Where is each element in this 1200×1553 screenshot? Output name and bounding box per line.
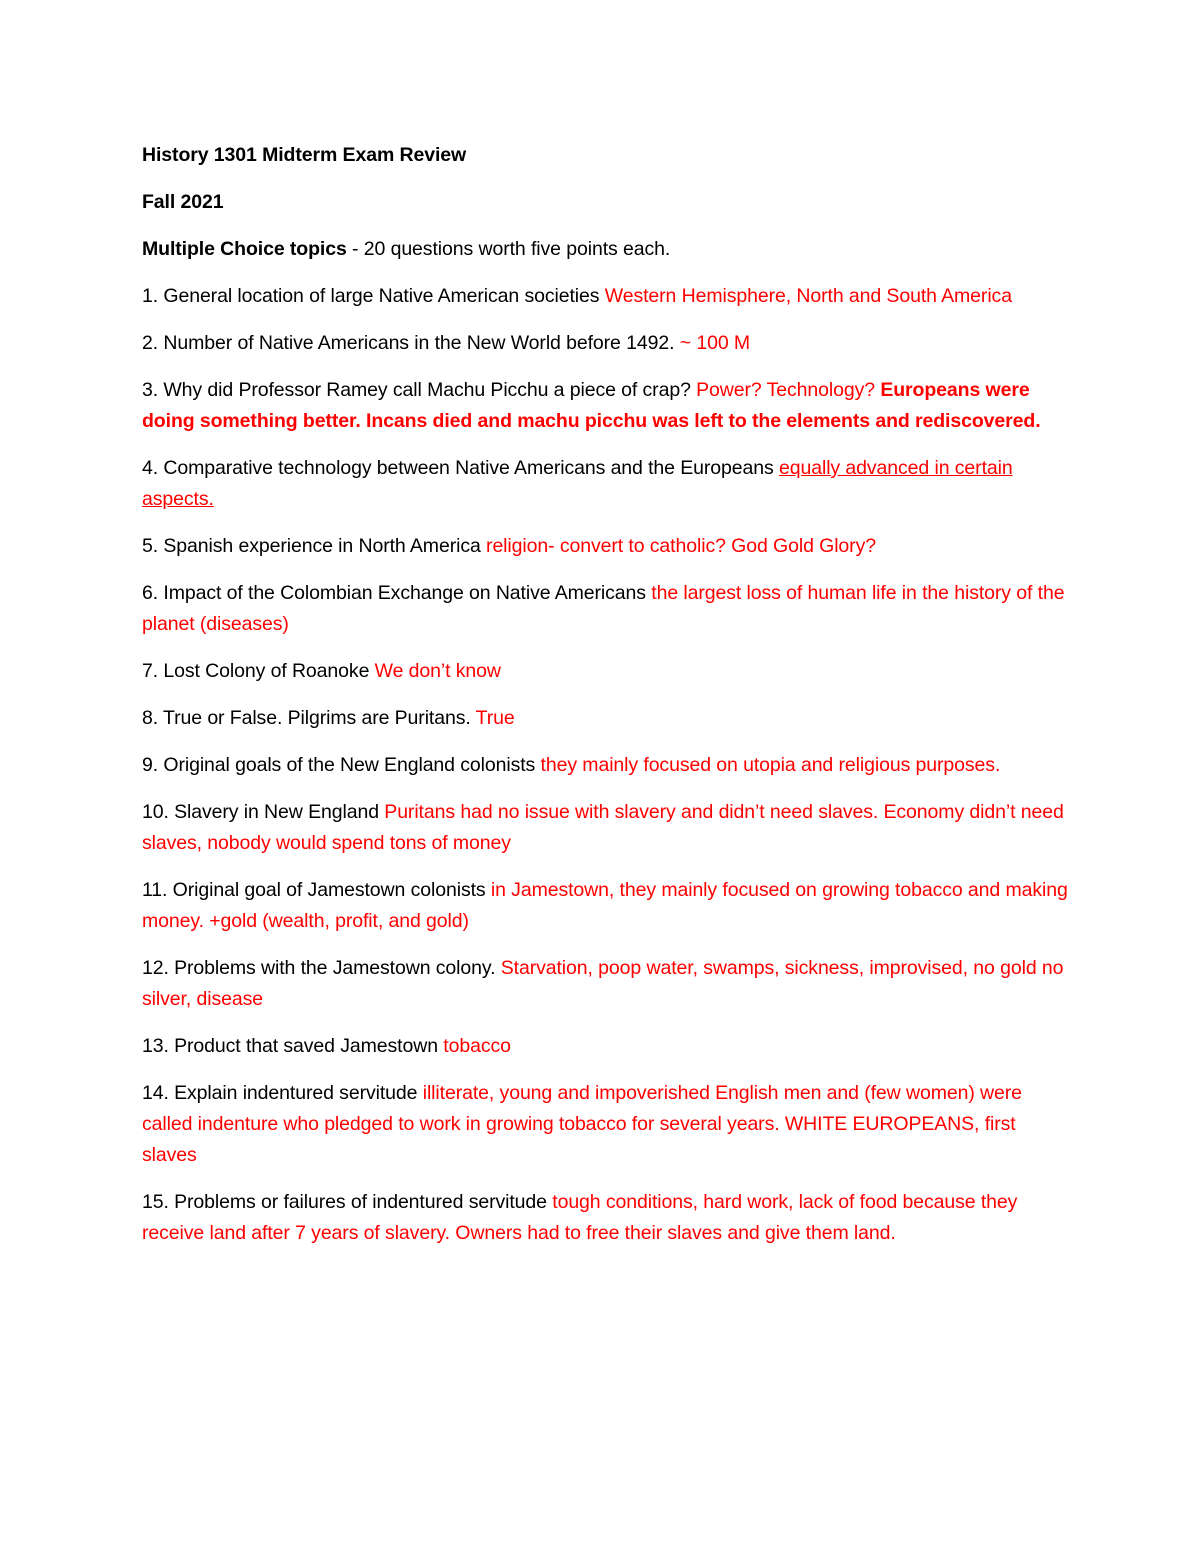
review-item-6 bbox=[142, 578, 1072, 640]
review-item-7 bbox=[142, 656, 1072, 687]
multiple-choice-intro bbox=[142, 234, 1072, 265]
question-text: 11. Original goal of Jamestown colonists bbox=[142, 879, 491, 901]
answer-text: equally advanced in certain aspects. bbox=[142, 457, 1013, 510]
review-item-4 bbox=[142, 453, 1072, 515]
question-text: 6. Impact of the Colombian Exchange on Native Americans bbox=[142, 582, 652, 604]
review-item-9 bbox=[142, 750, 1072, 781]
question-text: 8. True or False. Pilgrims are Puritans. bbox=[142, 707, 476, 729]
review-item-2 bbox=[142, 328, 1072, 359]
question-text: 15. Problems or failures of indentured servitude bbox=[142, 1191, 553, 1213]
answer-text: they mainly focused on utopia and religious purposes. bbox=[540, 754, 1001, 776]
question-text: 10. Slavery in New England bbox=[142, 801, 385, 823]
answer-text: illiterate, young and impoverished English men and (few women) were called indenture who pledged to work in growing tobacco for several years. WHITE EUROPEANS, first slaves bbox=[142, 1082, 1022, 1166]
review-item-12 bbox=[142, 953, 1072, 1015]
review-item-13 bbox=[142, 1031, 1072, 1062]
question-text: 5. Spanish experience in North America bbox=[142, 535, 487, 557]
multiple-choice-description: - 20 questions worth five points each. bbox=[346, 238, 671, 260]
question-text: 7. Lost Colony of Roanoke bbox=[142, 660, 375, 682]
document-page bbox=[142, 140, 1072, 1265]
document-term: Fall 2021 bbox=[142, 191, 224, 213]
review-item-8 bbox=[142, 703, 1072, 734]
multiple-choice-label: Multiple Choice topics bbox=[142, 238, 347, 260]
review-item-3 bbox=[142, 375, 1072, 437]
answer-text: tobacco bbox=[443, 1035, 511, 1057]
answer-text-bold: Europeans were doing something better. Incans died and machu picchu was left to the elements and rediscovered. bbox=[142, 379, 1041, 432]
question-text: 14. Explain indentured servitude bbox=[142, 1082, 423, 1104]
answer-text: in Jamestown, they mainly focused on growing tobacco and making money. +gold (wealth, profit, and gold) bbox=[142, 879, 1068, 932]
review-item-14 bbox=[142, 1078, 1072, 1171]
question-text: 1. General location of large Native American societies bbox=[142, 285, 605, 307]
question-text: 9. Original goals of the New England colonists bbox=[142, 754, 541, 776]
question-text: 12. Problems with the Jamestown colony. bbox=[142, 957, 501, 979]
question-text: 3. Why did Professor Ramey call Machu Picchu a piece of crap? bbox=[142, 379, 697, 401]
answer-text: Puritans had no issue with slavery and didn’t need slaves. Economy didn’t need slaves, nobody would spend tons of money bbox=[142, 801, 1064, 854]
document-title: History 1301 Midterm Exam Review bbox=[142, 144, 467, 166]
answer-text: True bbox=[475, 707, 515, 729]
answer-text: ~ 100 M bbox=[679, 332, 751, 354]
review-item-10 bbox=[142, 797, 1072, 859]
answer-text: the largest loss of human life in the history of the planet (diseases) bbox=[142, 582, 1065, 635]
review-item-15 bbox=[142, 1187, 1072, 1249]
question-text: 4. Comparative technology between Native Americans and the Europeans bbox=[142, 457, 779, 479]
review-item-11 bbox=[142, 875, 1072, 937]
answer-text: Power? Technology? bbox=[696, 379, 881, 401]
answer-text: tough conditions, hard work, lack of food because they receive land after 7 years of slavery. Owners had to free their slaves and give them land. bbox=[142, 1191, 1018, 1244]
question-text: 2. Number of Native Americans in the New World before 1492. bbox=[142, 332, 680, 354]
answer-text: We don’t know bbox=[374, 660, 501, 682]
review-item-1 bbox=[142, 281, 1072, 312]
answer-text: Western Hemisphere, North and South America bbox=[604, 285, 1012, 307]
review-item-5 bbox=[142, 531, 1072, 562]
answer-text: religion- convert to catholic? God Gold Glory? bbox=[486, 535, 876, 557]
question-text: 13. Product that saved Jamestown bbox=[142, 1035, 444, 1057]
answer-text: Starvation, poop water, swamps, sickness, improvised, no gold no silver, disease bbox=[142, 957, 1064, 1010]
